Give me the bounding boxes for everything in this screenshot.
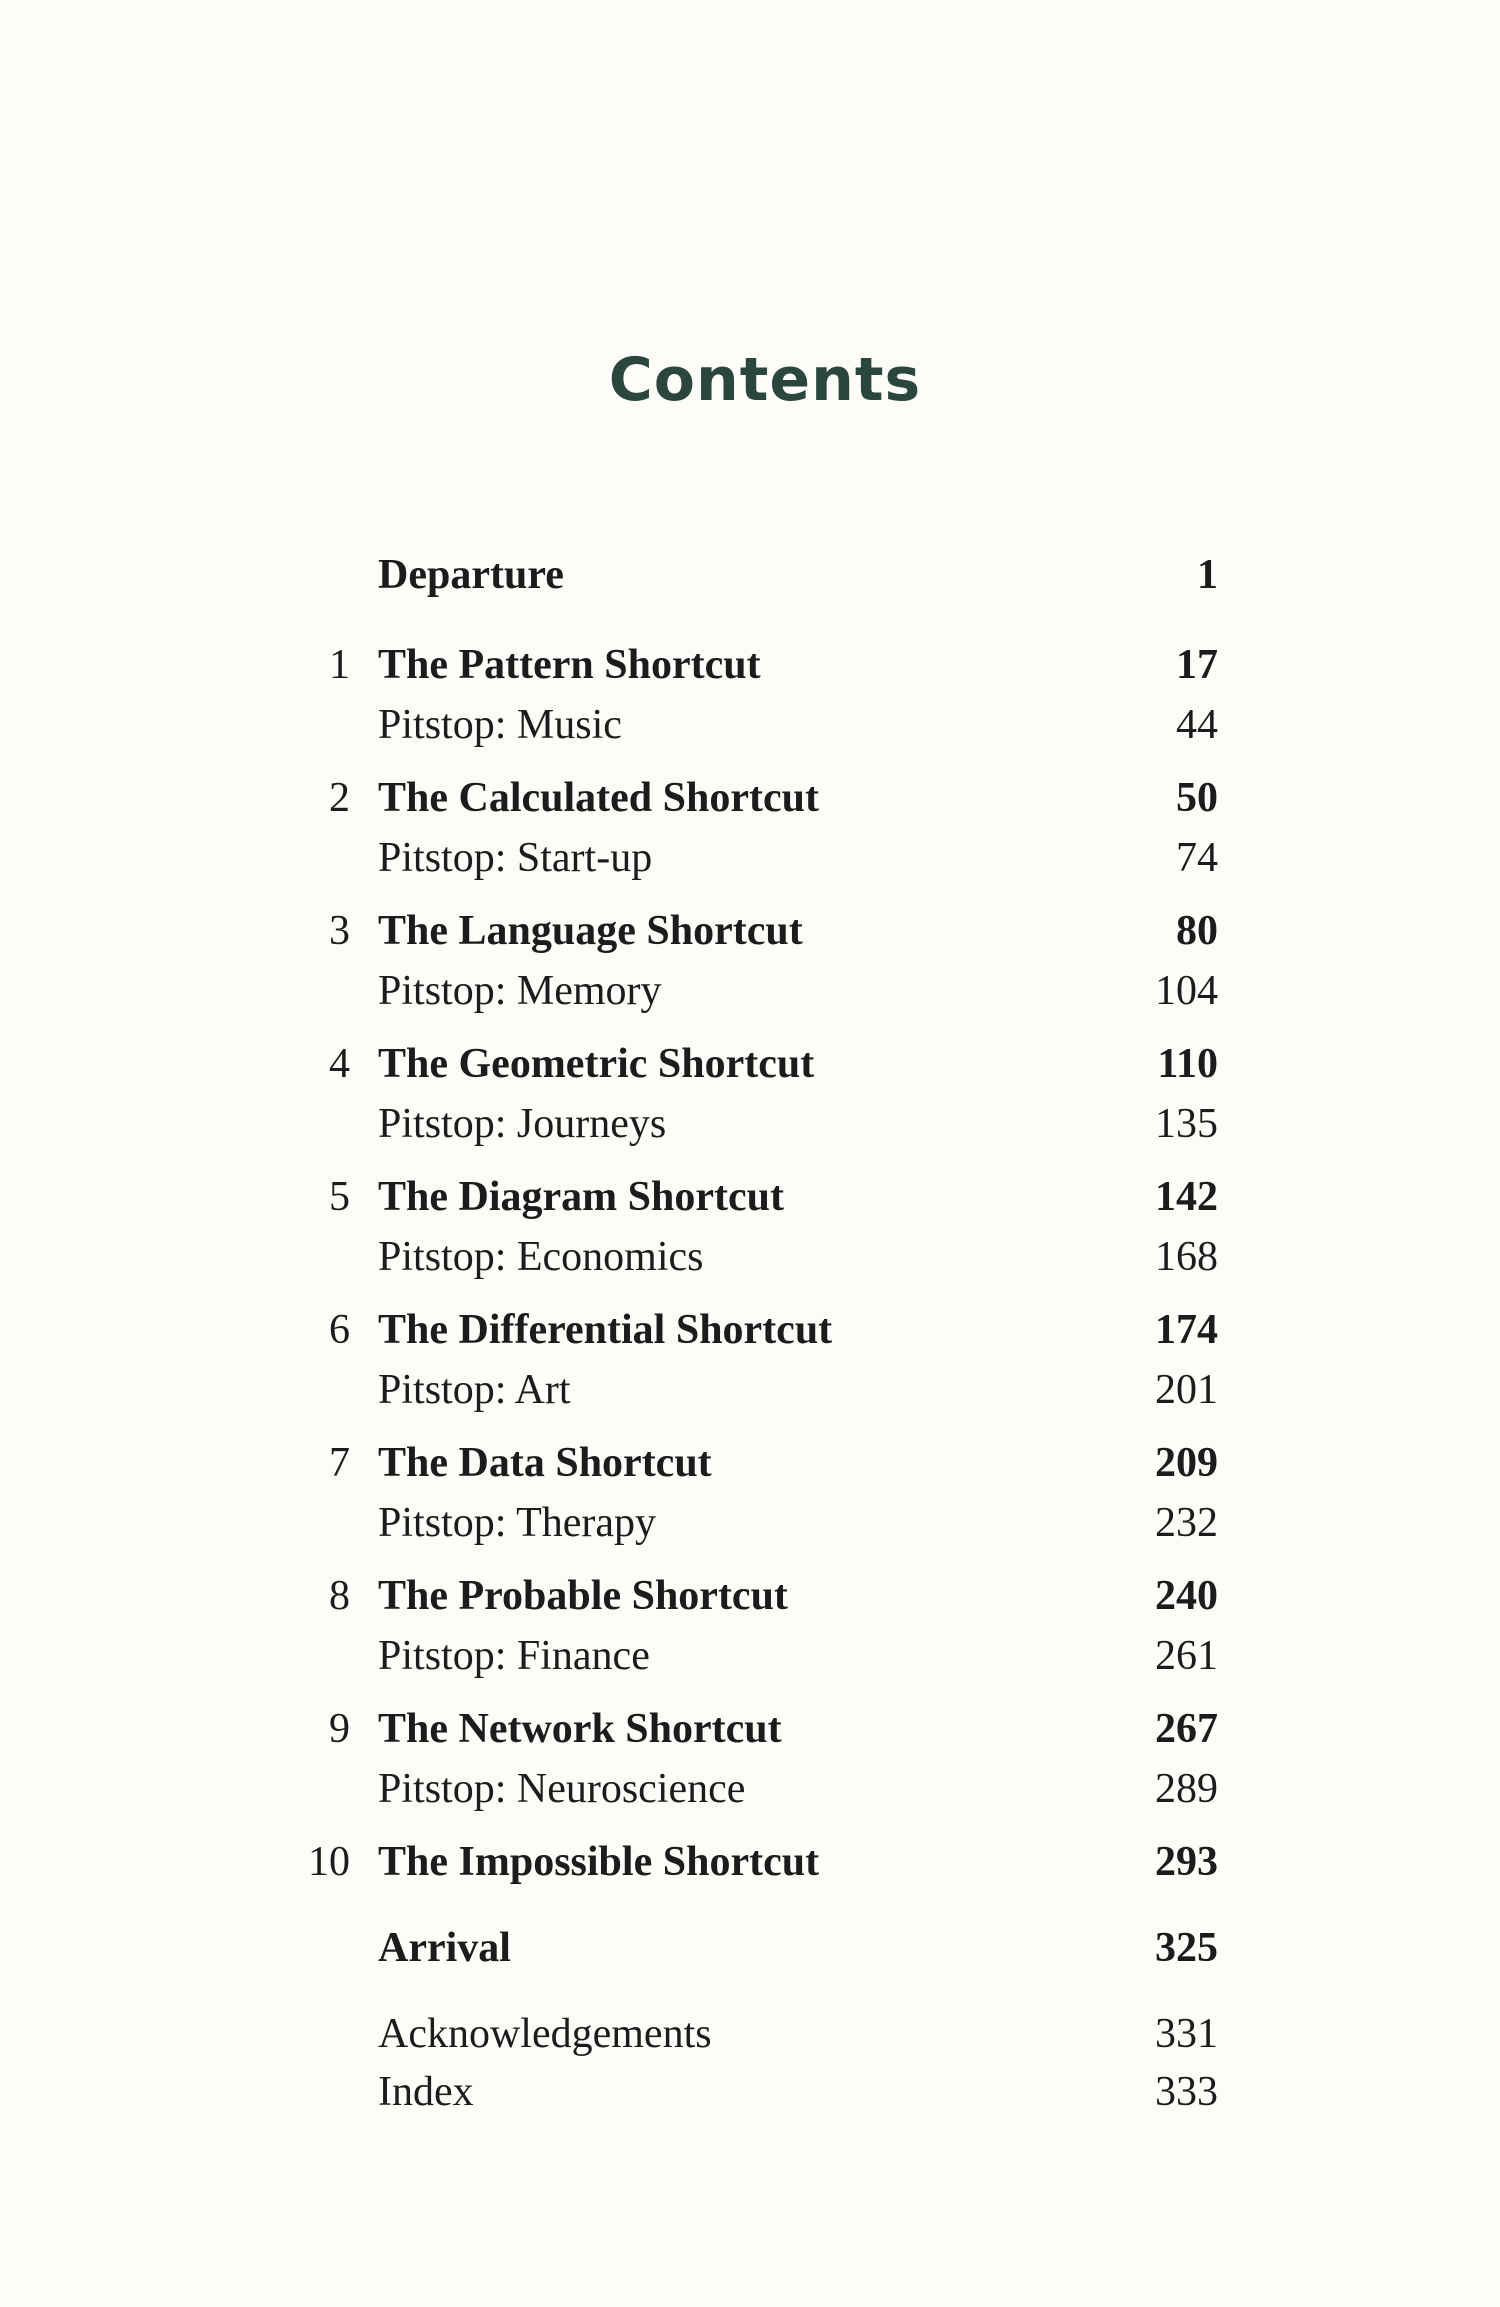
entry-title: Index xyxy=(378,2069,474,2115)
entry-title: The Impossible Shortcut xyxy=(378,1839,820,1885)
toc-entry xyxy=(0,695,1500,755)
entry-title: Pitstop: Memory xyxy=(378,968,662,1014)
chapter-number: 1 xyxy=(329,642,350,688)
page-number: 104 xyxy=(1155,968,1218,1014)
chapter-number: 7 xyxy=(329,1440,350,1486)
toc-entry xyxy=(0,1227,1500,1287)
toc-entry xyxy=(0,828,1500,888)
page-title: Contents xyxy=(608,345,922,415)
toc-entry xyxy=(0,1094,1500,1154)
chapter-number: 3 xyxy=(329,908,350,954)
page-number: 142 xyxy=(1155,1174,1218,1220)
toc-entry xyxy=(0,635,1500,695)
page-number: 80 xyxy=(1176,908,1218,954)
entry-title: The Pattern Shortcut xyxy=(378,642,761,688)
entry-title: Pitstop: Finance xyxy=(378,1633,650,1679)
entry-title: Pitstop: Art xyxy=(378,1367,571,1413)
entry-title: The Probable Shortcut xyxy=(378,1573,788,1619)
toc-entry xyxy=(0,1167,1500,1227)
entry-title: Arrival xyxy=(378,1925,511,1971)
page-number: 44 xyxy=(1176,702,1218,748)
entry-title: The Geometric Shortcut xyxy=(378,1041,815,1087)
page-number: 17 xyxy=(1176,642,1218,688)
page-number: 331 xyxy=(1155,2011,1218,2057)
entry-title: The Differential Shortcut xyxy=(378,1307,833,1353)
toc-entry xyxy=(0,1034,1500,1094)
chapter-number: 6 xyxy=(329,1307,350,1353)
entry-title: The Data Shortcut xyxy=(378,1440,712,1486)
page-number: 293 xyxy=(1155,1839,1218,1885)
entry-title: Acknowledgements xyxy=(378,2011,712,2057)
page-number: 50 xyxy=(1176,775,1218,821)
entry-title: Pitstop: Therapy xyxy=(378,1500,657,1546)
toc-entry xyxy=(0,1832,1500,1892)
toc-entry xyxy=(0,1566,1500,1626)
page-number: 209 xyxy=(1155,1440,1218,1486)
chapter-number: 5 xyxy=(329,1174,350,1220)
page-number: 289 xyxy=(1155,1766,1218,1812)
page-number: 110 xyxy=(1157,1041,1218,1087)
entry-title: Pitstop: Music xyxy=(378,702,622,748)
page-number: 74 xyxy=(1176,835,1218,881)
entry-title: The Language Shortcut xyxy=(378,908,803,954)
page-number: 1 xyxy=(1197,552,1218,598)
page-number: 333 xyxy=(1155,2069,1218,2115)
page-number: 267 xyxy=(1155,1706,1218,1752)
chapter-number: 2 xyxy=(329,775,350,821)
toc-entry xyxy=(0,2004,1500,2064)
page-number: 135 xyxy=(1155,1101,1218,1147)
page-number: 232 xyxy=(1155,1500,1218,1546)
toc-entry xyxy=(0,1360,1500,1420)
entry-title: Pitstop: Start-up xyxy=(378,835,653,881)
chapter-number: 4 xyxy=(329,1041,350,1087)
toc-entry xyxy=(0,1699,1500,1759)
toc-entry xyxy=(0,1433,1500,1493)
chapter-number: 10 xyxy=(308,1839,350,1885)
toc-entry xyxy=(0,1626,1500,1686)
entry-title: Pitstop: Economics xyxy=(378,1234,704,1280)
toc-entry xyxy=(0,1759,1500,1819)
toc-entry xyxy=(0,961,1500,1021)
page-number: 240 xyxy=(1155,1573,1218,1619)
toc-entry xyxy=(0,1493,1500,1553)
entry-title: Pitstop: Journeys xyxy=(378,1101,667,1147)
chapter-number: 8 xyxy=(329,1573,350,1619)
toc-entry xyxy=(0,1300,1500,1360)
page-number: 174 xyxy=(1155,1307,1218,1353)
page-number: 261 xyxy=(1155,1633,1218,1679)
toc-entry xyxy=(0,1918,1500,1978)
entry-title: The Network Shortcut xyxy=(378,1706,782,1752)
entry-title: The Calculated Shortcut xyxy=(378,775,819,821)
entry-title: Pitstop: Neuroscience xyxy=(378,1766,746,1812)
page-number: 201 xyxy=(1155,1367,1218,1413)
toc-entry xyxy=(0,545,1500,605)
page-number: 325 xyxy=(1155,1925,1218,1971)
entry-title: The Diagram Shortcut xyxy=(378,1174,784,1220)
toc-entry xyxy=(0,2062,1500,2122)
chapter-number: 9 xyxy=(329,1706,350,1752)
entry-title: Departure xyxy=(378,552,564,598)
page-number: 168 xyxy=(1155,1234,1218,1280)
toc-entry xyxy=(0,901,1500,961)
toc-entry xyxy=(0,768,1500,828)
